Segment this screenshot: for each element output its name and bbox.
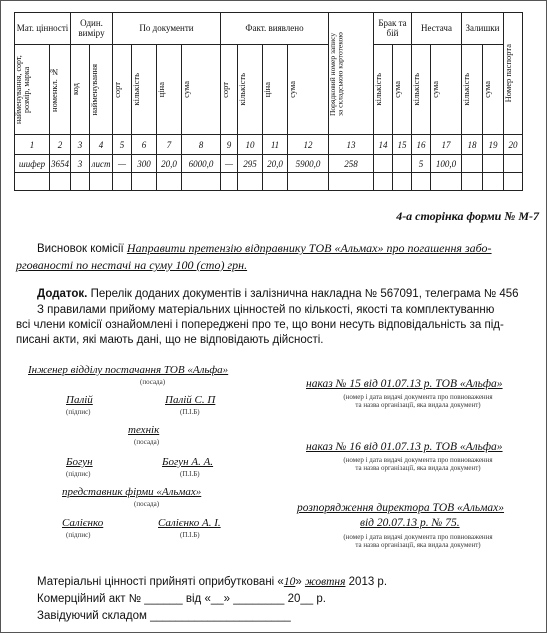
rules-line-1: З правилами прийому матеріальних цінностей по кількості, якості та комплектуванню (37, 304, 495, 316)
name-3-caption: (П.І.Б) (180, 531, 200, 539)
inventory-table (14, 12, 523, 191)
column-number: 9 (221, 135, 238, 155)
subheader: сорт (221, 45, 238, 135)
order-1: наказ № 15 від 01.07.13 р. ТОВ «Альфа» (306, 378, 503, 390)
table-cell: 3 (71, 155, 90, 173)
table-cell (462, 155, 483, 173)
table-cell: 6000,0 (182, 155, 221, 173)
column-number: 4 (90, 135, 113, 155)
column-number: 11 (263, 135, 288, 155)
signature-2-caption: (підпис) (66, 470, 91, 478)
subheader: кількість (462, 45, 483, 135)
order-3-caption: (номер і дата видачі документа про повноваження та назва організації, яка видала документ) (343, 533, 493, 549)
warehouse-manager-line: Завідуючий складом ______________________ (37, 610, 291, 622)
column-number: 5 (113, 135, 132, 155)
column-number: 8 (182, 135, 221, 155)
group-header-passport: Номер паспорта (504, 13, 523, 135)
rules-line-3: писані акти, які мають дані, що не відповідають дійсності. (16, 334, 324, 346)
attachment-line (37, 288, 519, 300)
group-header-defect: Брак та бій (374, 13, 412, 45)
signature-1-caption: (підпис) (66, 408, 91, 416)
order-3-line-2: від 20.07.13 р. № 75. (360, 517, 460, 529)
table-cell: лист (90, 155, 113, 173)
column-number: 3 (71, 135, 90, 155)
subheader: найменування (90, 45, 113, 135)
table-cell: — (113, 155, 132, 173)
conclusion-text-2: ргованості по нестачі на суму 100 (сто) грн. (16, 258, 248, 272)
order-3-line-1: розпорядження директора ТОВ «Альмах» (297, 502, 505, 514)
table-cell: — (221, 155, 238, 173)
order-1-caption: (номер і дата видачі документа про повноваження та назва організації, яка видала документ) (343, 393, 493, 409)
subheader: кількість (238, 45, 263, 135)
group-header-material: Мат. цінності (15, 13, 71, 45)
subheader: сума (393, 45, 412, 135)
subheader: ціна (263, 45, 288, 135)
table-cell: 5900,0 (288, 155, 329, 173)
position-1: Інженер відділу постачання ТОВ «Альфа» (28, 364, 229, 376)
position-3: представник фірми «Альмах» (62, 486, 202, 498)
subheader: кількість (374, 45, 393, 135)
column-number: 10 (238, 135, 263, 155)
column-number: 17 (431, 135, 462, 155)
table-cell: 20,0 (157, 155, 182, 173)
conclusion-text-1: Направити претензію відправнику ТОВ «Альмах» про погашення забо- (126, 241, 492, 255)
order-2: наказ № 16 від 01.07.13 р. ТОВ «Альфа» (306, 441, 503, 453)
table-cell: 258 (329, 155, 374, 173)
signature-1: Палій (66, 394, 93, 406)
subheader: код (71, 45, 90, 135)
position-1-caption: (посада) (140, 378, 166, 386)
signature-2: Богун (66, 456, 93, 468)
table-cell: 300 (132, 155, 157, 173)
column-number: 6 (132, 135, 157, 155)
column-number: 14 (374, 135, 393, 155)
group-header-surplus: Залишки (462, 13, 504, 45)
signature-3-caption: (підпис) (66, 531, 91, 539)
table-cell: 3654 (50, 155, 71, 173)
name-2-caption: (П.І.Б) (180, 470, 200, 478)
group-header-shortage: Нестача (412, 13, 462, 45)
column-number: 13 (329, 135, 374, 155)
column-number: 16 (412, 135, 431, 155)
subheader: сума (483, 45, 504, 135)
column-number: 12 (288, 135, 329, 155)
subheader: найменування, сорт, розмір, марка (15, 45, 50, 135)
group-header-documents: По документи (113, 13, 221, 45)
signature-3: Салієнко (62, 517, 104, 529)
subheader: сорт (113, 45, 132, 135)
table-cell: 100,0 (431, 155, 462, 173)
position-2-caption: (посада) (134, 438, 160, 446)
column-number: 19 (483, 135, 504, 155)
table-cell: 295 (238, 155, 263, 173)
subheader: номенкл. № (50, 45, 71, 135)
table-cell (393, 155, 412, 173)
column-number: 7 (157, 135, 182, 155)
accepted-line: Матеріальні цінності прийняті оприбутковані «10» жовтня 2013 р. (37, 576, 388, 588)
table-cell (504, 155, 523, 173)
conclusion-label: Висновок комісії (37, 243, 124, 255)
group-header-seq: Порядковий номер запису за складською картотекою (329, 13, 374, 135)
subheader: сума (182, 45, 221, 135)
group-header-fact: Факт. виявлено (221, 13, 329, 45)
table-cell: 5 (412, 155, 431, 173)
page-label: 4-а сторінка форми № М-7 (396, 209, 539, 223)
subheader: сума (288, 45, 329, 135)
name-1: Палій С. П (165, 394, 216, 406)
subheader: кількість (412, 45, 431, 135)
table-cell: 20,0 (263, 155, 288, 173)
group-header-unit: Один. виміру (71, 13, 113, 45)
attachment-text: Перелік доданих документів і залізнична накладна № 567091, телеграма № 456 (90, 288, 519, 300)
subheader: сума (431, 45, 462, 135)
column-number: 1 (15, 135, 50, 155)
subheader: ціна (157, 45, 182, 135)
commercial-act-line: Комерційний акт № ______ від «__» ________ 20__ р. (37, 593, 326, 605)
table-cell (483, 155, 504, 173)
column-number: 18 (462, 135, 483, 155)
position-3-caption: (посада) (134, 500, 160, 508)
conclusion-line-1 (37, 241, 492, 256)
column-number: 2 (50, 135, 71, 155)
position-2: технік (128, 424, 160, 436)
name-2: Богун А. А. (162, 456, 214, 468)
name-3: Салієнко А. І. (158, 517, 221, 529)
attachment-label: Додаток. (37, 288, 88, 300)
table-cell: шифер (15, 155, 50, 173)
order-2-caption: (номер і дата видачі документа про повноваження та назва організації, яка видала документ) (343, 456, 493, 472)
rules-line-2: всі члени комісії ознайомлені і попереджені про те, що вони несуть відповідальність за під- (16, 319, 504, 331)
name-1-caption: (П.І.Б) (180, 408, 200, 416)
table-cell (374, 155, 393, 173)
column-number: 20 (504, 135, 523, 155)
subheader: кількість (132, 45, 157, 135)
column-number: 15 (393, 135, 412, 155)
